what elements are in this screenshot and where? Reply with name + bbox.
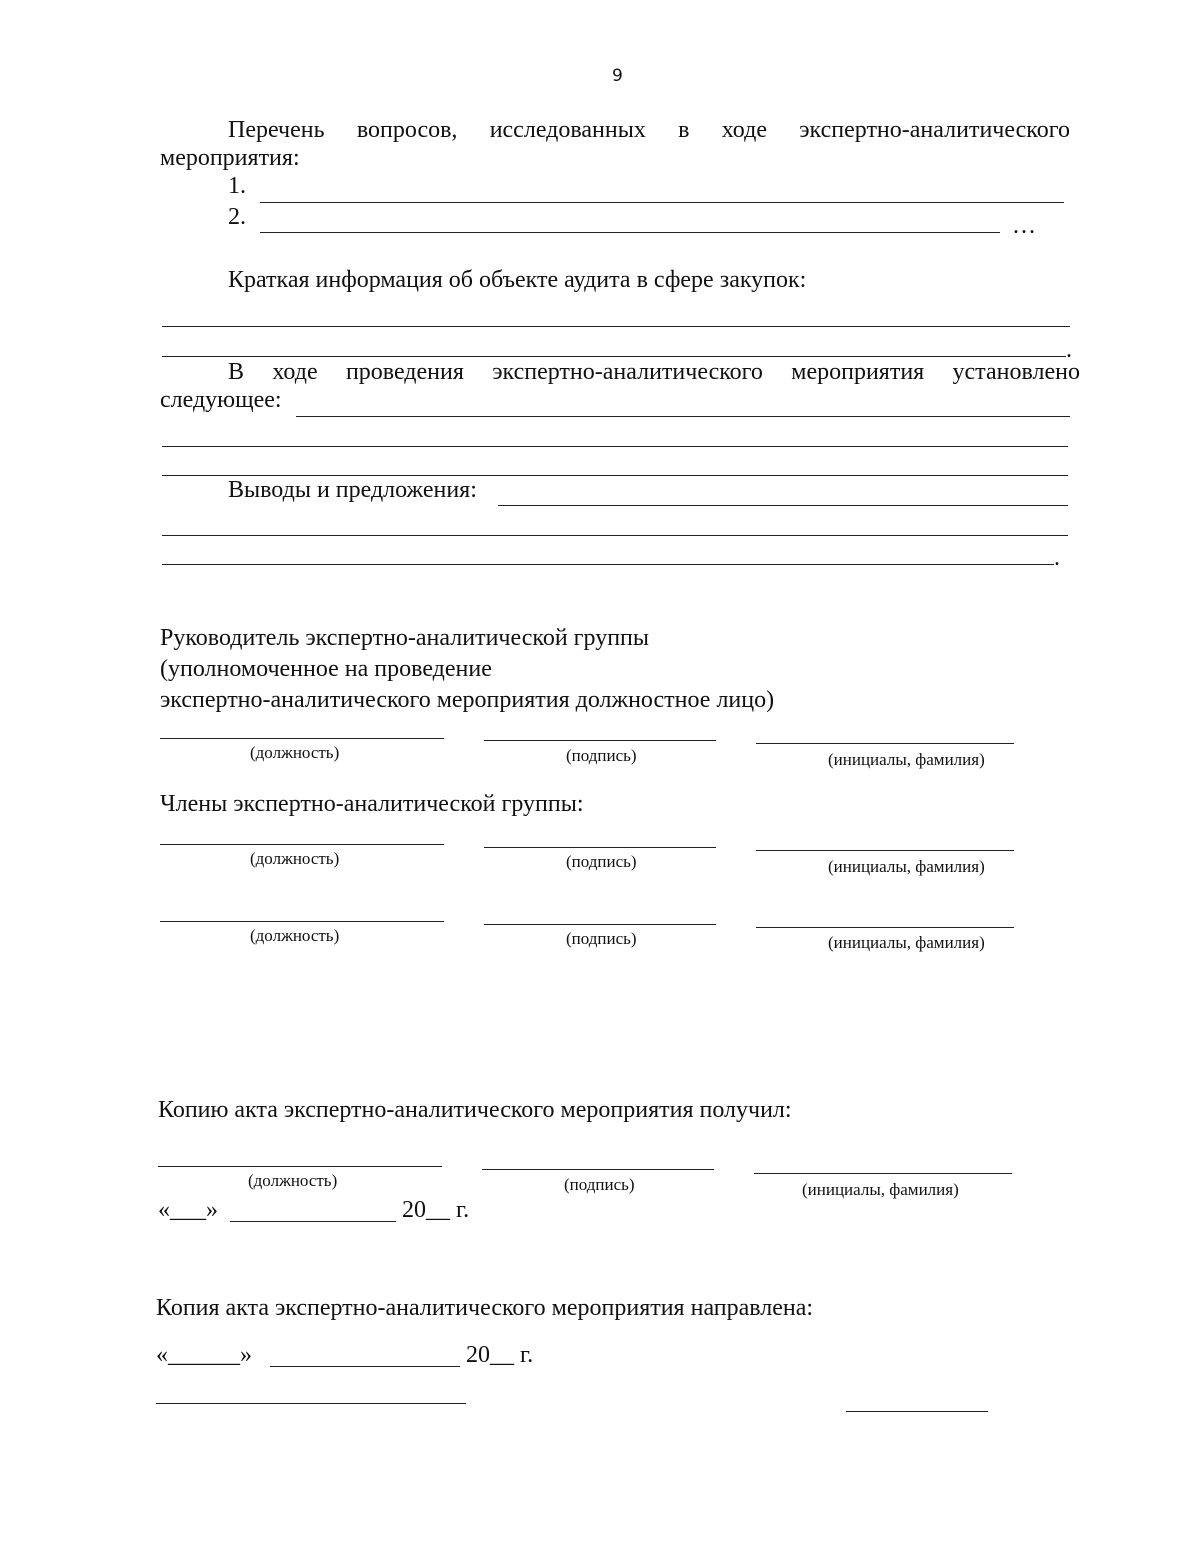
question-item-2-number: 2. xyxy=(228,204,246,230)
copy-received-signature-caption: (подпись) xyxy=(564,1175,635,1194)
copy-sent-heading: Копия акта экспертно-аналитического мероприятия направлена: xyxy=(156,1295,814,1321)
member-1-name-line[interactable] xyxy=(756,850,1014,851)
member-1-position-caption: (должность) xyxy=(250,849,340,868)
member-2-position-line[interactable] xyxy=(160,921,444,922)
established-line-2[interactable] xyxy=(162,446,1068,447)
head-position-caption: (должность) xyxy=(250,743,340,762)
copy-received-position-line[interactable] xyxy=(158,1166,442,1167)
brief-info-line-1[interactable] xyxy=(162,326,1070,327)
head-signature-caption: (подпись) xyxy=(566,746,637,765)
questions-intro-word: ходе xyxy=(721,117,767,143)
established-cont: следующее: xyxy=(160,387,282,413)
brief-info-end-dot: . xyxy=(1066,337,1072,363)
established-word: установлено xyxy=(952,359,1080,385)
copy-received-date-month-line[interactable] xyxy=(230,1221,396,1222)
question-item-1-line[interactable] xyxy=(260,202,1064,203)
head-of-group-line-1: Руководитель экспертно-аналитической группы xyxy=(160,625,650,651)
member-1-position-line[interactable] xyxy=(160,844,444,845)
established-intro xyxy=(228,358,1080,386)
questions-intro-cont: мероприятия: xyxy=(160,145,300,171)
established-line-1[interactable] xyxy=(296,416,1070,417)
member-1-signature-caption: (подпись) xyxy=(566,852,637,871)
copy-sent-date-day[interactable]: «______» xyxy=(156,1342,252,1368)
copy-received-name-caption: (инициалы, фамилия) xyxy=(802,1180,959,1199)
questions-intro-word: вопросов, xyxy=(356,117,458,143)
conclusions-end-dot: . xyxy=(1054,545,1060,571)
questions-intro xyxy=(228,116,1070,144)
conclusions-line-2[interactable] xyxy=(162,535,1068,536)
copy-sent-date-month-line[interactable] xyxy=(270,1366,460,1367)
copy-sent-recipient-line[interactable] xyxy=(156,1403,466,1404)
established-word: экспертно-аналитического xyxy=(492,359,763,385)
conclusions-label: Выводы и предложения: xyxy=(228,477,477,503)
question-item-1-number: 1. xyxy=(228,173,246,199)
members-heading: Члены экспертно-аналитической группы: xyxy=(160,791,584,817)
copy-sent-date-year[interactable]: 20__ г. xyxy=(466,1342,534,1368)
head-signature-line[interactable] xyxy=(484,740,716,741)
conclusions-line-1[interactable] xyxy=(498,505,1068,506)
established-word: ходе xyxy=(272,359,318,385)
questions-intro-word: экспертно-аналитического xyxy=(799,117,1070,143)
copy-received-date-year[interactable]: 20__ г. xyxy=(402,1197,470,1223)
copy-received-position-caption: (должность) xyxy=(248,1171,338,1190)
established-word: проведения xyxy=(345,359,464,385)
head-position-line[interactable] xyxy=(160,738,444,739)
question-item-2-line[interactable] xyxy=(260,232,1000,233)
question-ellipsis: … xyxy=(1012,213,1036,239)
copy-received-date-day[interactable]: «___» xyxy=(158,1197,218,1223)
member-1-name-caption: (инициалы, фамилия) xyxy=(828,857,985,876)
questions-intro-word: Перечень xyxy=(228,117,325,143)
copy-sent-signature-line[interactable] xyxy=(846,1411,988,1412)
brief-info-line-2[interactable] xyxy=(162,356,1066,357)
page-number: 9 xyxy=(612,66,623,86)
conclusions-line-3[interactable] xyxy=(162,564,1054,565)
established-word: В xyxy=(228,359,245,385)
brief-info-heading: Краткая информация об объекте аудита в сфере закупок: xyxy=(228,267,807,293)
copy-received-name-line[interactable] xyxy=(754,1173,1012,1174)
member-1-signature-line[interactable] xyxy=(484,847,716,848)
member-2-signature-line[interactable] xyxy=(484,924,716,925)
questions-intro-word: исследованных xyxy=(489,117,646,143)
established-word: мероприятия xyxy=(791,359,925,385)
member-2-name-caption: (инициалы, фамилия) xyxy=(828,933,985,952)
member-2-signature-caption: (подпись) xyxy=(566,929,637,948)
head-of-group-line-3: экспертно-аналитического мероприятия должностное лицо) xyxy=(160,687,775,713)
copy-received-heading: Копию акта экспертно-аналитического мероприятия получил: xyxy=(158,1097,792,1123)
head-name-caption: (инициалы, фамилия) xyxy=(828,750,985,769)
member-2-name-line[interactable] xyxy=(756,927,1014,928)
head-name-line[interactable] xyxy=(756,743,1014,744)
questions-intro-word: в xyxy=(678,117,690,143)
copy-received-signature-line[interactable] xyxy=(482,1169,714,1170)
member-2-position-caption: (должность) xyxy=(250,926,340,945)
head-of-group-line-2: (уполномоченное на проведение xyxy=(160,656,492,682)
